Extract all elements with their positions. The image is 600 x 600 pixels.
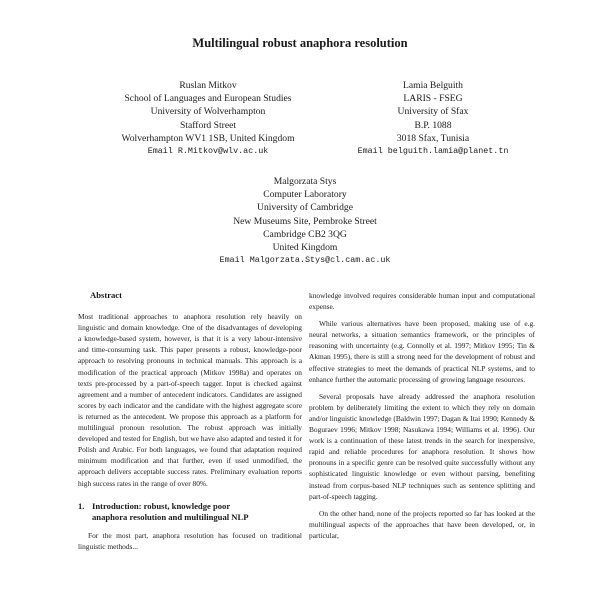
affiliation-line: Stafford Street [179, 119, 237, 131]
section-title-line: Introduction: robust, knowledge poor [92, 500, 231, 511]
author-name: Ruslan Mitkov [179, 80, 237, 91]
abstract-text: Most traditional approaches to anaphora resolution rely heavily on linguistic and domain knowledge. One of the disadvantages of developing a knowledge-based system, however, is that it is a very labour-intensive and time-consuming task. This paper presents a robust, knowledge-poor approach to resolving pronouns in technical manuals. This approach is a modification of the practical approach (Mitkov 1998a) and operates on texts pre-processed by a part-of-speech tagger. Input is checked against agreement and a number of antecedent indicators. Candidates are assigned scores by each indicator and the candidate with the highest aggregate score is returned as the antecedent. We propose this approach as a platform for multilingual pronoun resolution. The robust approach was initially developed and tested for English, but we have also adapted and tested it for Polish and Arabic. For both languages, we found that adaptation required minimum modification and that further, even if used unmodified, the approach delivers acceptable success rates. Preliminary evaluation reports high success rates in the range of over 80%. [78, 312, 302, 488]
author-block [318, 79, 548, 158]
section-title-line: anaphora resolution and multilingual NLP [92, 511, 249, 522]
author-email: Email R.Mitkov@wlv.ac.uk [147, 146, 269, 157]
affiliation-line: New Museums Site, Pembroke Street [233, 215, 377, 227]
affiliation-line: 3018 Sfax, Tunisia [396, 132, 470, 144]
body-paragraph: Several proposals have already addressed the anaphora resolution problem by deliberately limiting the extent to which they rely on domain and/or linguistic knowledge (Baldwin 1997; Dagan & Itai 1990; Kennedy & Boguraev 1996; Mitkov 1998; Nasukawa 1994; Williams et al. 1996). Our work is a continuation of these latest trends in the search for inexpensive, rapid and reliable procedures for anaphora resolution. It shows how pronouns in a specific genre can be resolved quite successfully without any sophisticated linguistic knowledge or even without parsing, benefiting instead from corpus-based NLP techniques such as sentence splitting and part-of-speech tagging. [309, 391, 535, 501]
section-number: 1. [78, 500, 85, 511]
section-heading [78, 501, 302, 523]
section-body-text: For the most part, anaphora resolution has focused on traditional linguistic methods... [78, 530, 302, 551]
body-paragraph: On the other hand, none of the projects reported so far has looked at the multilingual aspects of the approaches that have been developed, or, in particular, [309, 508, 535, 540]
affiliation-line: LARIS - FSEG [403, 93, 463, 105]
affiliation-line: Cambridge CB2 3QG [263, 228, 347, 240]
author-email: Email Malgorzata.Stys@cl.cam.ac.uk [219, 255, 391, 266]
affiliation-line: University of Wolverhampton [150, 106, 266, 118]
affiliation-line: School of Languages and European Studies [124, 93, 292, 105]
left-column [78, 290, 302, 558]
affiliation-line: University of Cambridge [257, 202, 353, 214]
affiliation-line: University of Sfax [397, 106, 469, 118]
paper-title: Multilingual robust anaphora resolution [192, 36, 408, 50]
affiliation-line: Wolverhampton WV1 1SB, United Kingdom [121, 132, 295, 144]
body-paragraph: knowledge involved requires considerable human input and computational expense. [309, 291, 535, 312]
section-title [92, 501, 248, 523]
affiliation-line: United Kingdom [272, 242, 338, 254]
author-email: Email belguith.lamia@planet.tn [357, 146, 509, 157]
right-column [309, 290, 535, 547]
author-block [96, 79, 320, 158]
affiliation-line: B.P. 1088 [414, 119, 452, 131]
author-name: Lamia Belguith [403, 80, 463, 91]
affiliation-line: Computer Laboratory [263, 189, 347, 201]
abstract-heading: Abstract [90, 290, 122, 300]
author-block [180, 175, 430, 267]
body-paragraph: While various alternatives have been proposed, making use of e.g. neural networks, a situation semantics framework, or the principles of reasoning with uncertainty (e.g. Connolly et al. 1997; Mitkov 1995; Tin & Akman 1995), there is still a strong need for the development of robust and effective strategies to meet the demands of practical NLP systems, and to enhance further the automatic processing of growing language resources. [309, 319, 535, 384]
author-name: Malgorzata Stys [273, 176, 337, 187]
